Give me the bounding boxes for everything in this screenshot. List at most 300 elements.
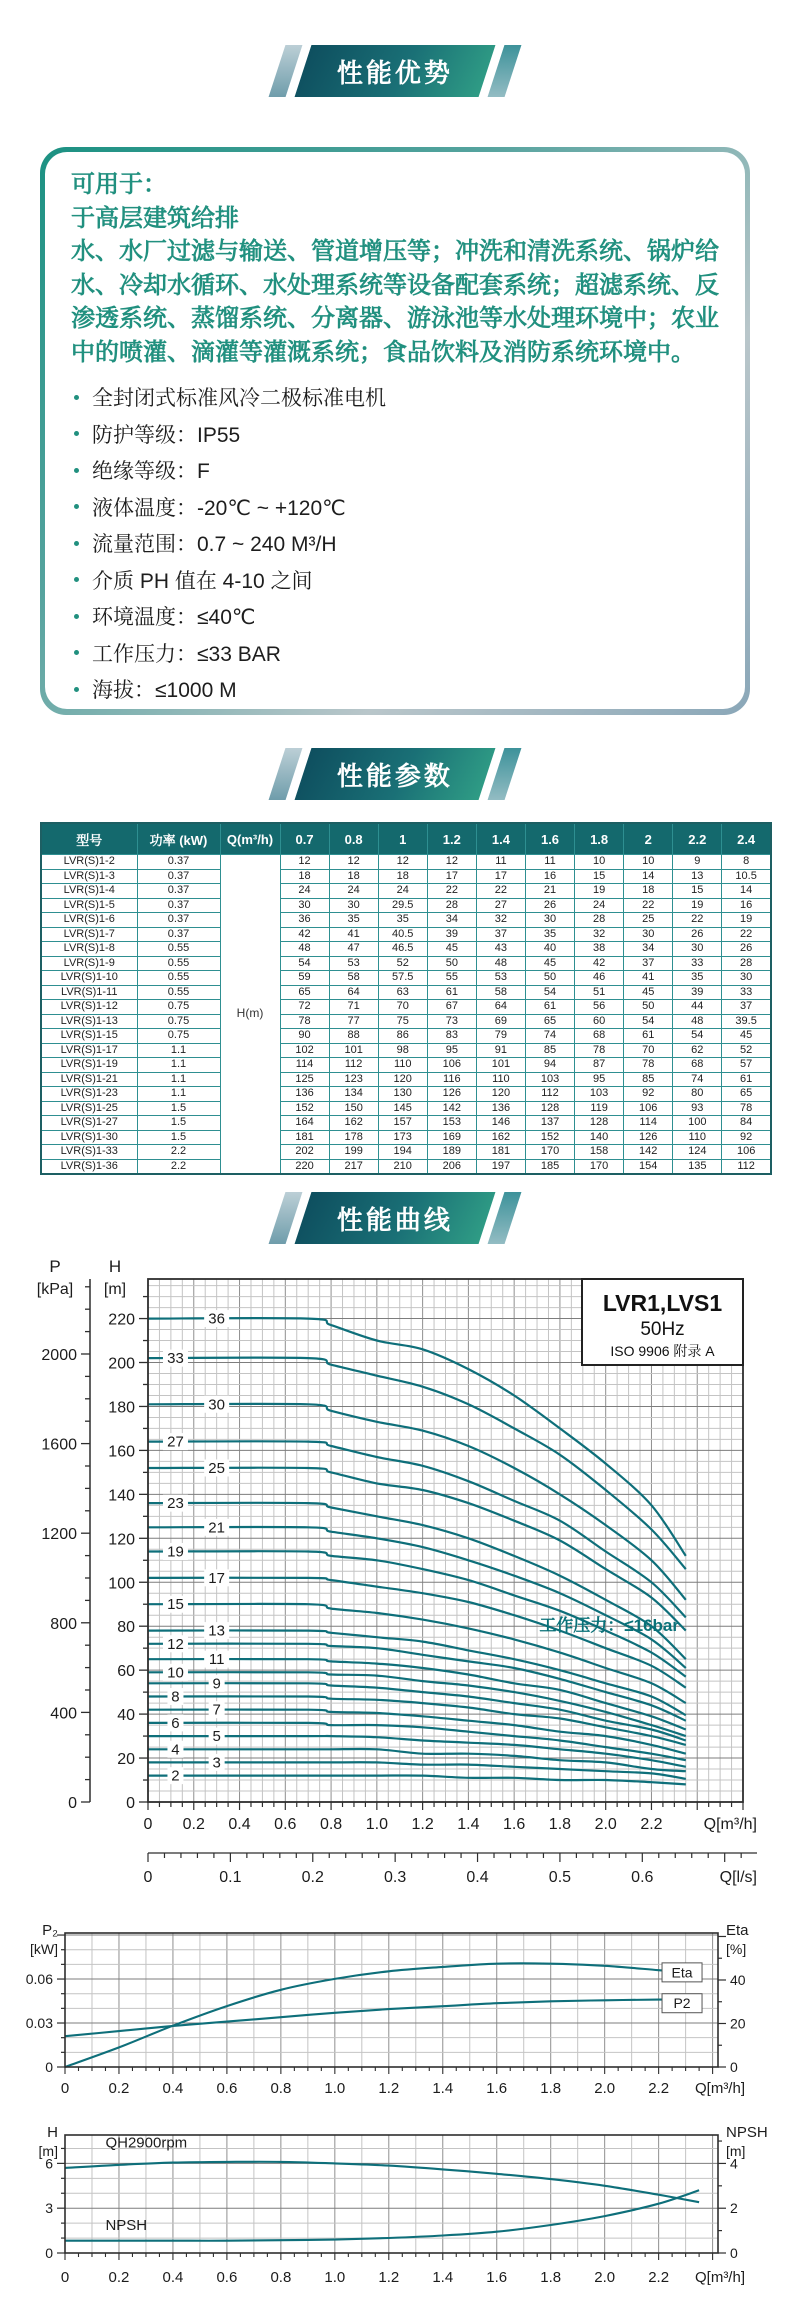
- head-value-cell: 94: [525, 1058, 574, 1073]
- chart-text: 1.0: [324, 2269, 346, 2286]
- spec-item: [71, 525, 725, 562]
- head-value-cell: 56: [575, 1000, 624, 1015]
- head-value-cell: 34: [624, 942, 673, 957]
- model-cell: LVR(S)1-10: [41, 971, 137, 986]
- spec-item-label: 全封闭式标准风冷二极标准电机: [92, 387, 386, 411]
- head-value-cell: 124: [673, 1145, 722, 1160]
- chart-text: Q[m³/h]: [703, 1816, 757, 1833]
- spec-item-label: 防护等级：IP55: [92, 423, 241, 447]
- head-value-cell: 128: [575, 1116, 624, 1131]
- head-value-cell: 164: [280, 1116, 329, 1131]
- chart-text: 1600: [41, 1436, 77, 1454]
- head-value-cell: 110: [378, 1058, 427, 1073]
- head-value-cell: 30: [329, 898, 378, 913]
- head-value-cell: 101: [476, 1058, 525, 1073]
- head-value-cell: 32: [575, 927, 624, 942]
- chart-text: [kPa]: [36, 1281, 74, 1298]
- spec-item-label: 工作压力：≤33 BAR: [92, 642, 281, 666]
- chart-text: 13: [208, 1622, 225, 1640]
- chart-text: 0.4: [466, 1869, 489, 1886]
- advantages-card-body: [45, 152, 745, 709]
- table-row: [41, 855, 771, 870]
- power-cell: 2.2: [137, 1145, 220, 1160]
- head-value-cell: 37: [476, 927, 525, 942]
- head-value-cell: 102: [280, 1043, 329, 1058]
- application-intro-line: 中的喷灌、滴灌等灌溉系统；食品饮料及消防系统环境中。: [71, 338, 695, 366]
- head-value-cell: 45: [624, 985, 673, 1000]
- head-value-cell: 45: [525, 956, 574, 971]
- head-value-cell: 24: [280, 884, 329, 899]
- chart-text: 1.6: [503, 1816, 526, 1833]
- application-intro-line: 于高层建筑给排: [71, 204, 239, 232]
- head-unit-cell: H(m): [220, 855, 280, 1175]
- head-value-cell: 137: [525, 1116, 574, 1131]
- head-value-cell: 35: [329, 913, 378, 928]
- head-value-cell: 185: [525, 1159, 574, 1174]
- chart-text: Eta: [671, 1964, 693, 1981]
- advantages-card: [40, 147, 750, 715]
- model-cell: LVR(S)1-3: [41, 869, 137, 884]
- chart-text: 1.4: [457, 1816, 480, 1833]
- head-value-cell: 189: [427, 1145, 476, 1160]
- head-value-cell: 37: [722, 1000, 771, 1015]
- head-value-cell: 202: [280, 1145, 329, 1160]
- chart-text: 1.0: [365, 1816, 388, 1833]
- head-value-cell: 43: [476, 942, 525, 957]
- head-value-cell: 12: [329, 855, 378, 870]
- chart-text: 0.2: [301, 1869, 324, 1886]
- power-cell: 0.37: [137, 927, 220, 942]
- head-value-cell: 181: [476, 1145, 525, 1160]
- chart-text: 20: [117, 1751, 135, 1769]
- table-header-cell: 功率 (kW): [137, 823, 220, 855]
- table-row: [41, 1116, 771, 1131]
- model-cell: LVR(S)1-19: [41, 1058, 137, 1073]
- chart-text: P: [49, 1257, 61, 1276]
- power-cell: 1.5: [137, 1101, 220, 1116]
- chart-text: 0.03: [25, 2015, 53, 2032]
- head-value-cell: 16: [722, 898, 771, 913]
- chart-text: 36: [208, 1310, 225, 1328]
- bullet-dot-icon: [74, 431, 79, 436]
- chart-title: LVR1,LVS1: [602, 1290, 723, 1316]
- head-value-cell: 35: [673, 971, 722, 986]
- head-value-cell: 84: [722, 1116, 771, 1131]
- working-pressure-annotation: 工作压力：≤16bar: [539, 1616, 680, 1635]
- spec-item: [71, 416, 725, 453]
- head-value-cell: 110: [673, 1130, 722, 1145]
- chart-text: 2000: [41, 1346, 77, 1364]
- power-cell: 0.55: [137, 956, 220, 971]
- head-value-cell: 27: [476, 898, 525, 913]
- head-value-cell: 126: [624, 1130, 673, 1145]
- head-value-cell: 199: [329, 1145, 378, 1160]
- head-value-cell: 86: [378, 1029, 427, 1044]
- chart-text: 200: [108, 1355, 135, 1373]
- chart-text: 2.2: [648, 2269, 670, 2286]
- power-cell: 1.5: [137, 1116, 220, 1131]
- table-header-cell: 0.8: [329, 823, 378, 855]
- head-value-cell: 29.5: [378, 898, 427, 913]
- head-value-cell: 162: [329, 1116, 378, 1131]
- head-value-cell: 194: [378, 1145, 427, 1160]
- head-value-cell: 197: [476, 1159, 525, 1174]
- model-cell: LVR(S)1-4: [41, 884, 137, 899]
- head-value-cell: 50: [427, 956, 476, 971]
- head-value-cell: 39: [673, 985, 722, 1000]
- head-value-cell: 60: [575, 1014, 624, 1029]
- chart-text: 3: [45, 2200, 53, 2217]
- chart-text: H: [47, 2124, 58, 2141]
- head-value-cell: 70: [624, 1043, 673, 1058]
- head-value-cell: 68: [575, 1029, 624, 1044]
- head-value-cell: 103: [575, 1087, 624, 1102]
- chart-text: 5: [212, 1728, 221, 1746]
- chart-text: 120: [108, 1531, 135, 1549]
- chart-text: [m]: [726, 2143, 746, 2159]
- head-value-cell: 98: [378, 1043, 427, 1058]
- head-value-cell: 33: [673, 956, 722, 971]
- chart-text: 8: [171, 1688, 180, 1706]
- chart-text: 4: [171, 1741, 180, 1759]
- application-intro: [71, 168, 725, 369]
- head-value-cell: 36: [280, 913, 329, 928]
- head-value-cell: 112: [722, 1159, 771, 1174]
- spec-item-label: 环境温度：≤40℃: [92, 606, 256, 630]
- head-value-cell: 93: [673, 1101, 722, 1116]
- table-header-cell: 1.6: [525, 823, 574, 855]
- spec-item-label: 液体温度：-20℃ ~ +120℃: [92, 496, 346, 520]
- table-row: [41, 985, 771, 1000]
- chart-text: 6: [45, 2155, 53, 2172]
- chart-text: 0.6: [216, 2080, 238, 2097]
- chart-text: 0.8: [270, 2080, 292, 2097]
- chart-text: 1.2: [378, 2080, 400, 2097]
- head-value-cell: 54: [624, 1014, 673, 1029]
- chart-text: 30: [208, 1396, 225, 1414]
- power-cell: 1.1: [137, 1058, 220, 1073]
- parameters-table: [40, 822, 772, 1175]
- chart-text: Eta: [726, 1922, 749, 1939]
- chart-text: 100: [108, 1575, 135, 1593]
- chart-text: 0.06: [25, 1971, 53, 1988]
- chart-text: 2.0: [594, 2269, 616, 2286]
- head-value-cell: 92: [624, 1087, 673, 1102]
- table-header-cell: 2.2: [673, 823, 722, 855]
- spec-item-label: 流量范围：0.7 ~ 240 M³/H: [92, 533, 337, 557]
- chart-text: [%]: [726, 1941, 747, 1957]
- head-value-cell: 50: [525, 971, 574, 986]
- banner-title-parameters: 性能参数: [336, 760, 453, 791]
- model-cell: LVR(S)1-5: [41, 898, 137, 913]
- head-value-cell: 14: [624, 869, 673, 884]
- head-value-cell: 103: [525, 1072, 574, 1087]
- spec-item: [71, 635, 725, 672]
- head-value-cell: 22: [476, 884, 525, 899]
- chart-text: 2.2: [648, 2080, 670, 2097]
- chart-text: H: [108, 1257, 122, 1276]
- head-value-cell: 22: [427, 884, 476, 899]
- power-cell: 0.55: [137, 985, 220, 1000]
- table-row: [41, 1000, 771, 1015]
- chart-text: 17: [208, 1569, 225, 1587]
- head-value-cell: 16: [525, 869, 574, 884]
- head-value-cell: 210: [378, 1159, 427, 1174]
- head-value-cell: 106: [427, 1058, 476, 1073]
- spec-item: [71, 452, 725, 489]
- head-value-cell: 26: [722, 942, 771, 957]
- chart-text: 23: [167, 1495, 184, 1513]
- head-value-cell: 154: [624, 1159, 673, 1174]
- spec-item: [71, 379, 725, 416]
- spec-item: [71, 562, 725, 599]
- head-value-cell: 52: [378, 956, 427, 971]
- head-value-cell: 91: [476, 1043, 525, 1058]
- bullet-dot-icon: [74, 504, 79, 509]
- head-value-cell: 55: [427, 971, 476, 986]
- chart-text: 40: [730, 1971, 746, 1988]
- head-value-cell: 69: [476, 1014, 525, 1029]
- chart-text: NPSH: [726, 2124, 768, 2141]
- head-value-cell: 61: [427, 985, 476, 1000]
- head-value-cell: 37: [624, 956, 673, 971]
- head-value-cell: 169: [427, 1130, 476, 1145]
- power-cell: 0.55: [137, 971, 220, 986]
- chart-text: 3: [212, 1754, 221, 1772]
- head-value-cell: 13: [673, 869, 722, 884]
- head-value-cell: 47: [329, 942, 378, 957]
- head-value-cell: 10.5: [722, 869, 771, 884]
- head-value-cell: 140: [575, 1130, 624, 1145]
- head-value-cell: 119: [575, 1101, 624, 1116]
- table-row: [41, 971, 771, 986]
- head-value-cell: 152: [525, 1130, 574, 1145]
- table-row: [41, 927, 771, 942]
- head-value-cell: 158: [575, 1145, 624, 1160]
- chart-text: 1.4: [432, 2269, 454, 2286]
- table-header-cell: 型号: [41, 823, 137, 855]
- head-value-cell: 57: [722, 1058, 771, 1073]
- table-row: [41, 1043, 771, 1058]
- table-row: [41, 1014, 771, 1029]
- chart-text: 2: [730, 2200, 738, 2217]
- chart-text: 2: [171, 1767, 180, 1785]
- head-value-cell: 17: [427, 869, 476, 884]
- head-value-cell: 170: [575, 1159, 624, 1174]
- application-intro-line: 渗透系统、蒸馏系统、分离器、游泳池等水处理环境中；农业: [71, 305, 719, 332]
- head-value-cell: 62: [673, 1043, 722, 1058]
- chart-text: 40: [117, 1707, 135, 1725]
- head-value-cell: 10: [624, 855, 673, 870]
- head-value-cell: 78: [624, 1058, 673, 1073]
- chart-text: 0: [143, 1816, 153, 1833]
- head-value-cell: 19: [575, 884, 624, 899]
- chart-text: 160: [108, 1443, 135, 1461]
- chart-text: 0.6: [274, 1816, 297, 1833]
- bullet-dot-icon: [74, 650, 79, 655]
- spec-item-label: 介质 PH 值在 4-10 之间: [92, 569, 313, 593]
- bullet-dot-icon: [74, 687, 79, 692]
- chart-text: 1.6: [486, 2269, 508, 2286]
- head-value-cell: 24: [378, 884, 427, 899]
- chart-text: 0: [143, 1869, 153, 1886]
- head-value-cell: 10: [575, 855, 624, 870]
- table-header-cell: 1.4: [476, 823, 525, 855]
- chart-text: NPSH: [105, 2216, 148, 2234]
- chart-text: [m]: [38, 2143, 58, 2159]
- head-value-cell: 51: [575, 985, 624, 1000]
- chart-text: 2.0: [594, 1816, 617, 1833]
- head-value-cell: 92: [722, 1130, 771, 1145]
- head-value-cell: 101: [329, 1043, 378, 1058]
- head-value-cell: 38: [575, 942, 624, 957]
- power-efficiency-chart: [0, 1905, 790, 2105]
- chart-text: 1.4: [432, 2080, 454, 2097]
- head-value-cell: 77: [329, 1014, 378, 1029]
- chart-text: QH2900rpm: [105, 2134, 188, 2152]
- chart-text: 20: [730, 2015, 746, 2032]
- pump-curve-11: [148, 1659, 686, 1729]
- head-value-cell: 18: [378, 869, 427, 884]
- head-value-cell: 24: [329, 884, 378, 899]
- head-value-cell: 181: [280, 1130, 329, 1145]
- model-cell: LVR(S)1-21: [41, 1072, 137, 1087]
- model-cell: LVR(S)1-23: [41, 1087, 137, 1102]
- head-value-cell: 173: [378, 1130, 427, 1145]
- model-cell: LVR(S)1-13: [41, 1014, 137, 1029]
- head-value-cell: 71: [329, 1000, 378, 1015]
- spec-item: [71, 489, 725, 526]
- head-value-cell: 34: [427, 913, 476, 928]
- head-value-cell: 61: [525, 1000, 574, 1015]
- head-value-cell: 18: [329, 869, 378, 884]
- chart-text: 0: [45, 2245, 53, 2261]
- section-banner-advantages: [0, 45, 790, 97]
- chart-text: 1.8: [540, 2080, 562, 2097]
- power-cell: 1.1: [137, 1087, 220, 1102]
- head-value-cell: 123: [329, 1072, 378, 1087]
- chart-text: 0: [60, 2080, 70, 2097]
- head-value-cell: 59: [280, 971, 329, 986]
- chart-text: 0.2: [108, 2080, 130, 2097]
- chart-text: 0.4: [228, 1816, 251, 1833]
- application-intro-line: 水、水厂过滤与输送、管道增压等；冲洗和清洗系统、锅炉给: [71, 238, 719, 265]
- head-value-cell: 170: [525, 1145, 574, 1160]
- banner-title-curves: 性能曲线: [336, 1204, 453, 1235]
- chart-text: 0: [60, 2269, 70, 2286]
- power-cell: 1.1: [137, 1072, 220, 1087]
- head-value-cell: 61: [624, 1029, 673, 1044]
- section-banner-parameters: [0, 748, 790, 800]
- chart-text: 27: [167, 1433, 184, 1451]
- chart-text: 4: [730, 2155, 738, 2172]
- head-value-cell: 14: [722, 884, 771, 899]
- power-cell: 0.75: [137, 1029, 220, 1044]
- chart-text: Q[l/s]: [719, 1869, 757, 1886]
- section-banner-curves: [0, 1192, 790, 1244]
- bullet-dot-icon: [74, 577, 79, 582]
- head-value-cell: 135: [673, 1159, 722, 1174]
- chart-standard-note: ISO 9906 附录 A: [610, 1343, 715, 1359]
- chart-text: 180: [108, 1399, 135, 1417]
- chart-text: 2.0: [594, 2080, 616, 2097]
- head-value-cell: 74: [673, 1072, 722, 1087]
- head-value-cell: 73: [427, 1014, 476, 1029]
- head-value-cell: 106: [624, 1101, 673, 1116]
- power-cell: 0.37: [137, 898, 220, 913]
- model-cell: LVR(S)1-9: [41, 956, 137, 971]
- head-value-cell: 46.5: [378, 942, 427, 957]
- chart-text: 0.6: [631, 1869, 654, 1886]
- head-value-cell: 206: [427, 1159, 476, 1174]
- application-intro-line: 可用于：: [71, 171, 167, 198]
- head-value-cell: 130: [378, 1087, 427, 1102]
- bullet-dot-icon: [74, 468, 79, 473]
- head-value-cell: 22: [722, 927, 771, 942]
- head-value-cell: 90: [280, 1029, 329, 1044]
- head-value-cell: 78: [575, 1043, 624, 1058]
- model-cell: LVR(S)1-30: [41, 1130, 137, 1145]
- head-value-cell: 79: [476, 1029, 525, 1044]
- head-value-cell: 100: [673, 1116, 722, 1131]
- chart-text: 12: [167, 1635, 184, 1653]
- head-value-cell: 19: [673, 898, 722, 913]
- head-value-cell: 39.5: [722, 1014, 771, 1029]
- head-value-cell: 80: [673, 1087, 722, 1102]
- chart-text: 33: [167, 1350, 184, 1368]
- chart-text: 140: [108, 1487, 135, 1505]
- head-value-cell: 146: [476, 1116, 525, 1131]
- head-value-cell: 152: [280, 1101, 329, 1116]
- head-value-cell: 45: [722, 1029, 771, 1044]
- head-value-cell: 39: [427, 927, 476, 942]
- table-header-cell: 2: [624, 823, 673, 855]
- table-header-cell: 1: [378, 823, 427, 855]
- bullet-dot-icon: [74, 395, 79, 400]
- chart-text: 0.5: [548, 1869, 572, 1886]
- chart-text: 1.8: [548, 1816, 572, 1833]
- head-value-cell: 142: [624, 1145, 673, 1160]
- model-cell: LVR(S)1-33: [41, 1145, 137, 1160]
- head-value-cell: 54: [280, 956, 329, 971]
- head-value-cell: 157: [378, 1116, 427, 1131]
- head-value-cell: 24: [575, 898, 624, 913]
- table-row: [41, 869, 771, 884]
- head-value-cell: 30: [624, 927, 673, 942]
- head-value-cell: 26: [673, 927, 722, 942]
- head-value-cell: 11: [525, 855, 574, 870]
- head-value-cell: 145: [378, 1101, 427, 1116]
- spec-item-label: 绝缘等级：F: [92, 460, 210, 484]
- head-value-cell: 42: [280, 927, 329, 942]
- head-value-cell: 54: [525, 985, 574, 1000]
- head-value-cell: 136: [280, 1087, 329, 1102]
- head-value-cell: 53: [476, 971, 525, 986]
- head-value-cell: 120: [476, 1087, 525, 1102]
- chart-text: 25: [208, 1459, 225, 1477]
- head-value-cell: 18: [280, 869, 329, 884]
- table-row: [41, 1072, 771, 1087]
- chart-text: 400: [50, 1705, 77, 1723]
- model-cell: LVR(S)1-6: [41, 913, 137, 928]
- head-value-cell: 44: [673, 1000, 722, 1015]
- head-value-cell: 40: [525, 942, 574, 957]
- chart-text: 0.2: [108, 2269, 130, 2286]
- head-value-cell: 220: [280, 1159, 329, 1174]
- table-row: [41, 1058, 771, 1073]
- head-value-cell: 54: [673, 1029, 722, 1044]
- head-value-cell: 41: [624, 971, 673, 986]
